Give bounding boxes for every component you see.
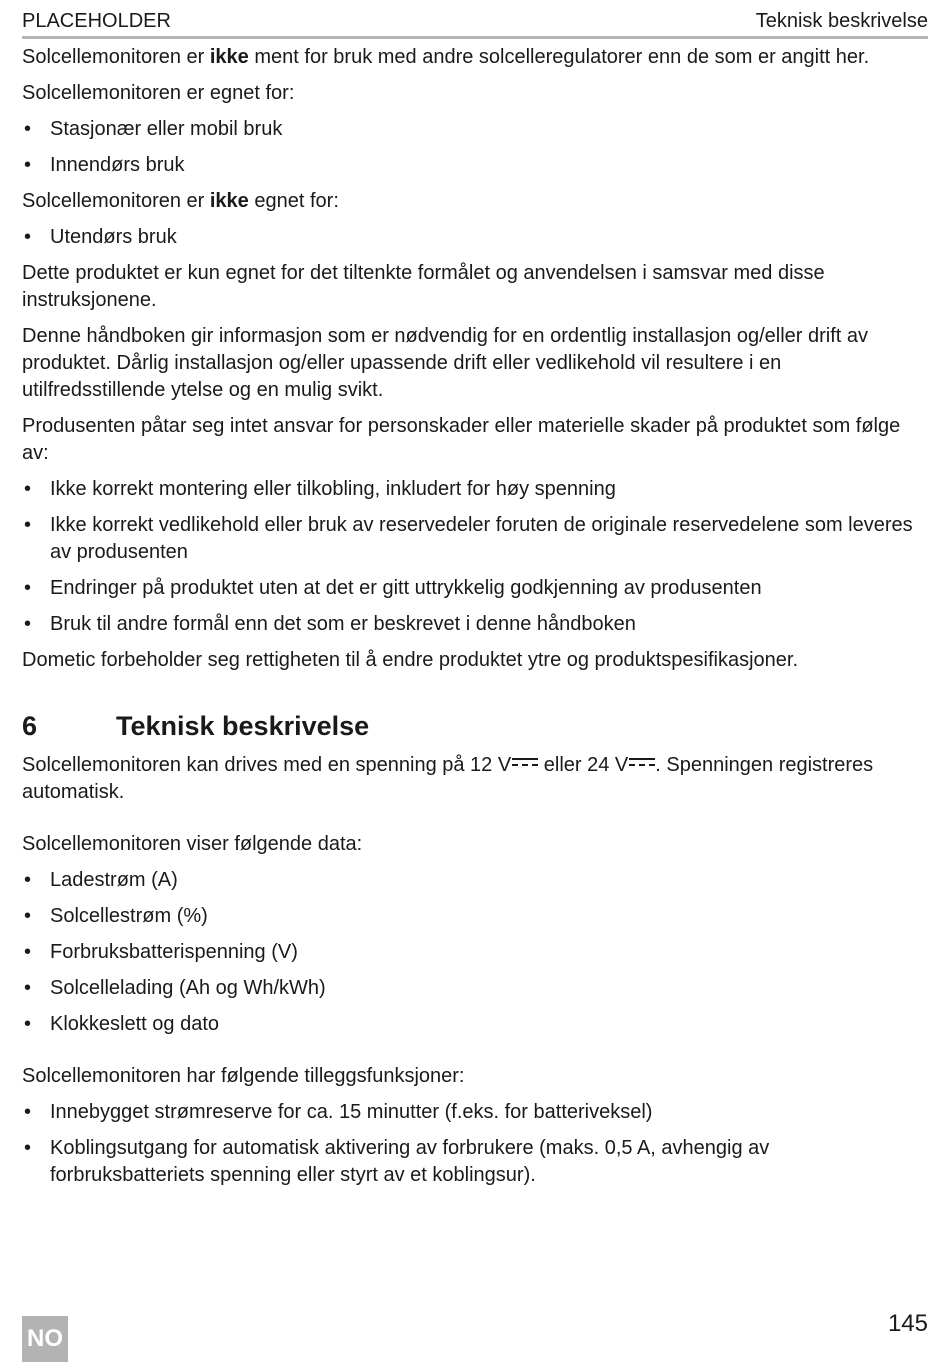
emphasis: ikke	[209, 46, 249, 68]
list-item: • Innebygget strømreserve for ca. 15 minutter (f.eks. for batteriveksel)	[22, 1099, 928, 1126]
list-item: • Stasjonær eller mobil bruk	[22, 116, 928, 143]
emphasis: ikke	[209, 190, 249, 212]
page-number: 145	[887, 1310, 928, 1337]
list-item: • Solcellelading (Ah og Wh/kWh)	[22, 975, 928, 1002]
list-item: • Utendørs bruk	[22, 224, 928, 251]
list-item: • Innendørs bruk	[22, 152, 928, 179]
header-placeholder: PLACEHOLDER	[22, 10, 171, 32]
suitable-list	[22, 116, 928, 179]
section-heading	[22, 710, 928, 742]
not-intended-paragraph	[22, 44, 928, 71]
purpose-paragraph: Dette produktet er kun egnet for det tiltenkte formålet og anvendelsen i samsvar med disse instruksjonene.	[22, 262, 825, 311]
header-section-title: Teknisk beskrivelse	[755, 10, 928, 32]
display-list	[22, 867, 928, 1038]
list-item: • Koblingsutgang for automatisk aktivering av forbrukere (maks. 0,5 A, avhengig av forbruksbatteriets spenning eller styrt av et koblingsur).	[22, 1135, 928, 1189]
list-item: • Ikke korrekt montering eller tilkobling, inkludert for høy spenning	[22, 476, 928, 503]
dc-symbol-icon	[629, 758, 655, 768]
list-item: • Bruk til andre formål enn det som er beskrevet i denne håndboken	[22, 611, 928, 638]
not-suitable-list	[22, 224, 928, 251]
spacer	[22, 815, 928, 831]
list-item: • Ikke korrekt vedlikehold eller bruk av reservedeler foruten de originale reservedelene som leveres av produsenten	[22, 512, 928, 566]
text-run: Solcellemonitoren er	[22, 46, 210, 68]
dc-symbol-icon	[512, 758, 538, 768]
section-title: Teknisk beskrivelse	[116, 711, 370, 741]
section-number: 6	[22, 711, 38, 741]
extras-list	[22, 1099, 928, 1189]
list-item: • Ladestrøm (A)	[22, 867, 928, 894]
list-item: • Endringer på produktet uten at det er gitt uttrykkelig godkjenning av produsenten	[22, 575, 928, 602]
page-header	[22, 8, 928, 39]
manual-info-paragraph: Denne håndboken gir informasjon som er nødvendig for en ordentlig installasjon og/eller drift av produktet. Dårlig installasjon og/eller upassende drift eller vedlikehold vil resultere i en utilfredsstillende ytelse og en mulig svikt.	[22, 325, 869, 401]
extras-heading: Solcellemonitoren har følgende tilleggsfunksjoner:	[22, 1065, 465, 1087]
list-item: • Solcellestrøm (%)	[22, 903, 928, 930]
not-suitable-paragraph	[22, 188, 928, 215]
reservation-paragraph: Dometic forbeholder seg rettigheten til å endre produktet ytre og produktspesifikasjoner.	[22, 649, 798, 671]
text-run: Solcellemonitoren er	[22, 190, 210, 212]
page-content	[22, 44, 928, 1198]
text-run: egnet for:	[248, 190, 339, 212]
suitable-for-heading: Solcellemonitoren er egnet for:	[22, 82, 295, 104]
displays-heading: Solcellemonitoren viser følgende data:	[22, 833, 363, 855]
language-badge: NO	[22, 1316, 68, 1362]
text-run: eller 24 V	[538, 754, 629, 776]
text-run: . Spenningen registreres automatisk.	[22, 754, 874, 803]
list-item: • Klokkeslett og dato	[22, 1011, 928, 1038]
liability-paragraph: Produsenten påtar seg intet ansvar for personskader eller materielle skader på produktet som følge av:	[22, 415, 901, 464]
list-item: • Forbruksbatterispenning (V)	[22, 939, 928, 966]
liability-list	[22, 476, 928, 638]
text-run: Solcellemonitoren kan drives med en spenning på 12 V	[22, 754, 512, 776]
voltage-paragraph	[22, 752, 928, 806]
spacer	[22, 1047, 928, 1063]
text-run: ment for bruk med andre solcelleregulatorer enn de som er angitt her.	[248, 46, 870, 68]
